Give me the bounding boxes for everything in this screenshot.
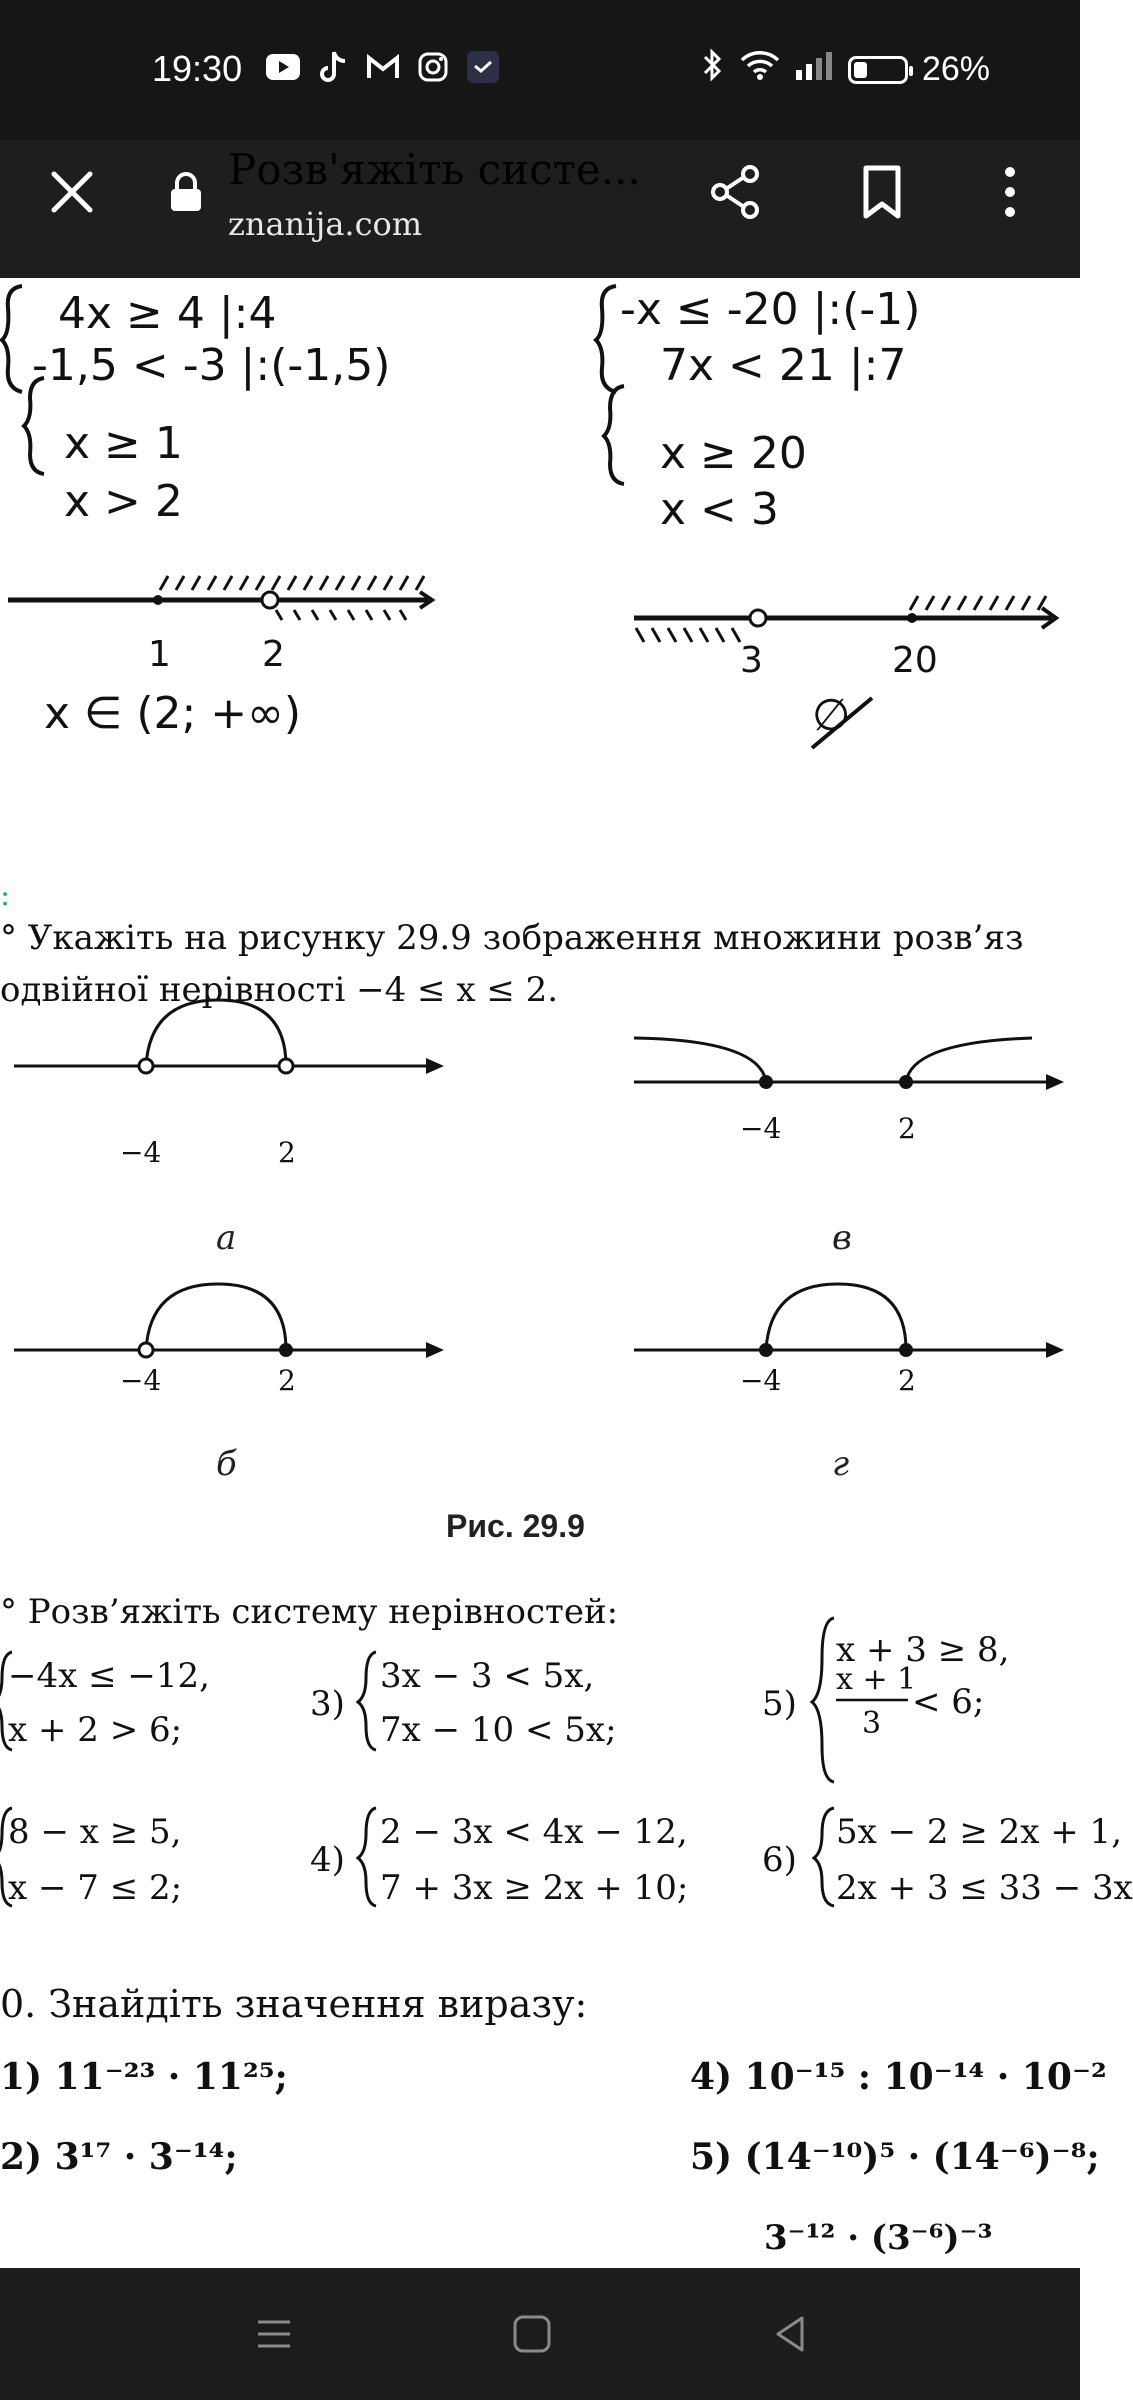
hw-right-line2: 7x < 21 |:7 (660, 340, 907, 391)
status-bar (0, 0, 1080, 140)
sys5-tail: < 6; (912, 1682, 985, 1722)
bookmark-icon (852, 162, 912, 222)
sys5-line1: x + 3 ≥ 8, (836, 1630, 1010, 1670)
hw-left-line4: x > 2 (64, 476, 183, 527)
sys3-number: 3) (310, 1684, 345, 1724)
sys6-line1: 5x − 2 ≥ 2x + 1, (836, 1812, 1122, 1852)
hw-left-answer: x ∈ (2; +∞) (44, 688, 301, 739)
instagram-icon (416, 50, 450, 84)
system-nav-bar (0, 2268, 1080, 2400)
sys2-line1: 8 − x ≥ 5, (8, 1812, 182, 1852)
sys2-line2: x − 7 ≤ 2; (8, 1868, 183, 1908)
status-time: 19:30 (152, 48, 243, 89)
back-button[interactable] (760, 2304, 820, 2364)
hw-right-answer: ∅ (812, 690, 851, 741)
sys4-line1: 2 − 3x < 4x − 12, (380, 1812, 688, 1852)
expr-2: 2) 3¹⁷ · 3⁻¹⁴; (0, 2136, 238, 2178)
back-icon (760, 2304, 820, 2364)
sys6-number: 6) (762, 1840, 797, 1880)
fig-g-tick-left: −4 (740, 1364, 782, 1397)
sys5-numerator: x + 1 (836, 1662, 917, 1697)
wifi-icon (740, 49, 780, 90)
fig-b-tick-right: 2 (278, 1364, 296, 1397)
expr-5: 5) (14⁻¹⁰)⁵ · (14⁻⁶)⁻⁸; (690, 2136, 1100, 2178)
youtube-icon (266, 50, 300, 84)
page-title[interactable]: Розв'яжіть систе... (228, 145, 641, 194)
figure-g (620, 1278, 1080, 1398)
more-vert-icon (990, 162, 1030, 222)
figure-v (620, 1038, 1080, 1138)
sys5-denominator: 3 (862, 1706, 882, 1741)
fig-v-label: в (832, 1218, 852, 1258)
hw-right-line3: x ≥ 20 (660, 428, 807, 479)
fig-a-tick-left: −4 (120, 1136, 162, 1169)
app-icon (466, 50, 500, 84)
hw-left-line3: x ≥ 1 (64, 418, 183, 469)
expr-4: 4) 10⁻¹⁵ : 10⁻¹⁴ · 10⁻² (690, 2056, 1107, 2098)
share-button[interactable] (706, 162, 766, 222)
task-marker: : (0, 878, 11, 913)
hw-right-line1: -x ≤ -20 |:(-1) (620, 284, 921, 335)
lock-icon (168, 172, 204, 212)
fig-v-tick-left: −4 (740, 1112, 782, 1145)
hw-right-tick-3: 3 (740, 640, 763, 681)
hw-right-line4: x < 3 (660, 484, 779, 535)
fig-g-label: г (832, 1444, 850, 1484)
close-icon (42, 162, 102, 222)
fig-a-label: а (216, 1218, 237, 1258)
status-right (700, 48, 990, 91)
sys1-line2: x + 2 > 6; (8, 1710, 183, 1750)
hw-left-tick-2: 2 (262, 634, 285, 675)
recents-button[interactable] (244, 2304, 304, 2364)
bookmark-button[interactable] (852, 162, 912, 222)
close-button[interactable] (42, 162, 102, 222)
expr-1: 1) 11⁻²³ · 11²⁵; (0, 2056, 288, 2098)
hw-right-tick-20: 20 (892, 640, 938, 681)
page-content (0, 278, 1133, 2268)
task-line-1: ° Укажіть на рисунку 29.9 зображення множини розв’яз (0, 918, 1024, 958)
home-icon (502, 2304, 562, 2364)
page-url[interactable]: znanija.com (228, 205, 423, 243)
fig-g-tick-right: 2 (898, 1364, 916, 1397)
fig-v-tick-right: 2 (898, 1112, 916, 1145)
expr-6-numerator: 3⁻¹² · (3⁻⁶)⁻³ (764, 2218, 993, 2258)
recents-icon (244, 2304, 304, 2364)
bluetooth-icon (700, 48, 726, 91)
hw-left-tick-1: 1 (148, 634, 171, 675)
tiktok-icon (316, 50, 350, 84)
sys3-line1: 3x − 3 < 5x, (380, 1656, 595, 1696)
signal-icon (794, 50, 834, 89)
expr-task-heading: 0. Знайдіть значення виразу: (0, 1982, 588, 2026)
hw-left-line1: 4x ≥ 4 |:4 (58, 288, 277, 339)
notification-icons (266, 50, 500, 84)
gmail-icon (366, 50, 400, 84)
sys1-line1: −4x ≤ −12, (8, 1656, 210, 1696)
sys3-line2: 7x − 10 < 5x; (380, 1710, 617, 1750)
battery-percent: 26% (921, 50, 990, 88)
figure-b (0, 1278, 460, 1398)
system-task-heading: ° Розв’яжіть систему нерівностей: (0, 1592, 619, 1632)
battery-icon (848, 56, 908, 84)
figure-caption: Рис. 29.9 (446, 1508, 585, 1544)
fig-b-label: б (216, 1444, 237, 1484)
hw-left-line2: -1,5 < -3 |:(-1,5) (32, 340, 391, 391)
fig-b-tick-left: −4 (120, 1364, 162, 1397)
more-options-button[interactable] (990, 162, 1030, 222)
fig-a-tick-right: 2 (278, 1136, 296, 1169)
sys6-line2: 2x + 3 ≤ 33 − 3x (836, 1868, 1133, 1908)
sys5-number: 5) (762, 1684, 797, 1724)
sys4-number: 4) (310, 1840, 345, 1880)
task-line-2: одвійної нерівності −4 ≤ x ≤ 2. (0, 970, 559, 1010)
sys4-line2: 7 + 3x ≥ 2x + 10; (380, 1868, 689, 1908)
figure-a (0, 998, 460, 1118)
home-button[interactable] (502, 2304, 562, 2364)
share-icon (706, 162, 766, 222)
